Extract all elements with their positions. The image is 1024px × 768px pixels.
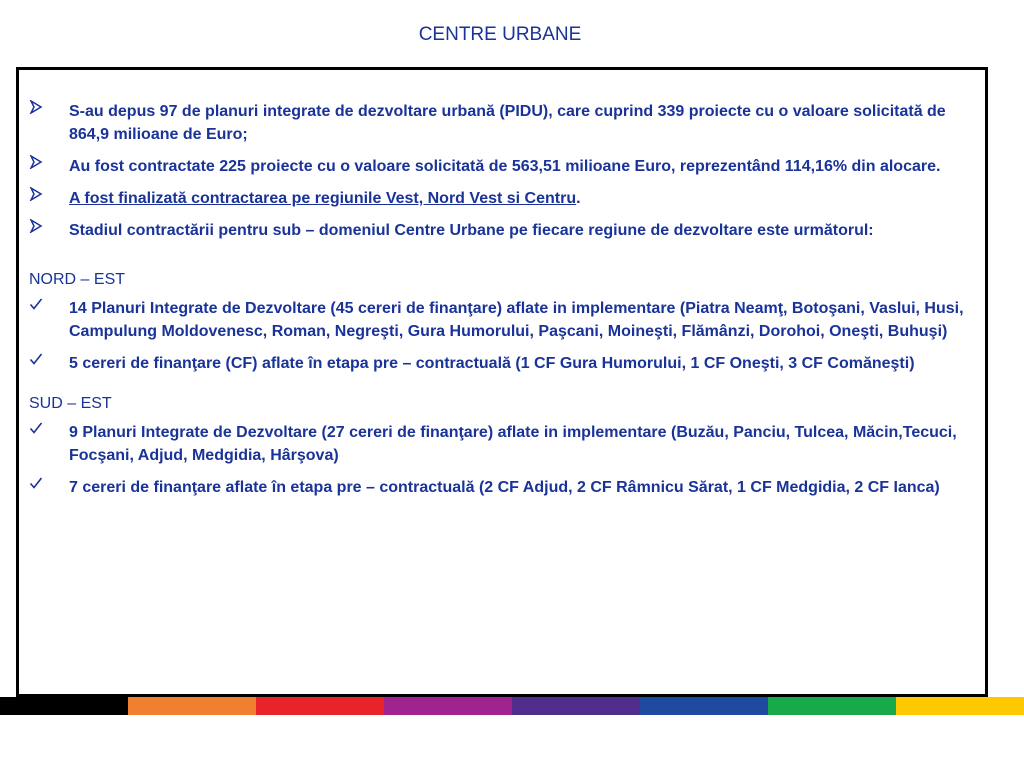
list-item [29, 187, 979, 210]
item-text: 7 cereri de finanţare aflate în etapa pre – contractuală (2 CF Adjud, 2 CF Râmnicu Sărat, 1 CF Medgidia, 2 CF Ianca) [69, 479, 940, 496]
list-item [29, 297, 979, 343]
bullet-text: S-au depus 97 de planuri integrate de dezvoltare urbană (PIDU), care cuprind 339 proiecte cu o valoare solicitată de 864,9 milioane de Euro; [69, 103, 946, 143]
list-item [29, 219, 979, 242]
page-title: CENTRE URBANE [418, 24, 582, 45]
checkmark-icon [29, 476, 49, 490]
stripe-segment [896, 697, 1024, 715]
list-item [29, 155, 979, 178]
finalized-regions-text: A fost finalizată contractarea pe regiunile Vest, Nord Vest si Centru [69, 190, 577, 207]
bullet-suffix: . [576, 190, 581, 207]
stripe-segment [768, 697, 896, 715]
section-heading-nord-est: NORD – EST [29, 271, 126, 288]
item-text: 9 Planuri Integrate de Dezvoltare (27 cereri de finanţare) aflate in implementare (Buzău, Panciu, Tulcea, Măcin,Tecuci, Focşani, Adjud, Medgidia, Hârşova) [69, 424, 957, 464]
list-item [29, 352, 979, 375]
stripe-segment [0, 697, 128, 715]
arrowhead-bullet-icon [29, 219, 49, 233]
stripe-segment [512, 697, 640, 715]
list-item [29, 421, 979, 467]
arrowhead-bullet-icon [29, 187, 49, 201]
stripe-segment [128, 697, 256, 715]
stripe-segment [256, 697, 384, 715]
color-stripe [0, 697, 1024, 715]
list-item [29, 100, 979, 146]
content-frame [16, 67, 988, 697]
arrowhead-bullet-icon [29, 100, 49, 114]
section-heading-sud-est: SUD – EST [29, 395, 112, 412]
list-item [29, 476, 979, 499]
checkmark-icon [29, 421, 49, 435]
bullet-text: Stadiul contractării pentru sub – domeniul Centre Urbane pe fiecare regiune de dezvoltare este următorul: [69, 222, 874, 239]
content-body [29, 100, 979, 508]
checkmark-icon [29, 352, 49, 366]
bullet-text: Au fost contractate 225 proiecte cu o valoare solicitată de 563,51 milioane Euro, reprezentând 114,16% din alocare. [69, 158, 941, 175]
checkmark-icon [29, 297, 49, 311]
stripe-segment [640, 697, 768, 715]
item-text: 14 Planuri Integrate de Dezvoltare (45 cereri de finanţare) aflate in implementare (Piatra Neamţ, Botoşani, Vaslui, Husi, Campulung Moldovenesc, Roman, Negreşti, Gura Humorului, Paşcani, Moineşti, Flămânzi, Dorohoi, Oneşti, Buhuşi) [69, 300, 964, 340]
stripe-segment [384, 697, 512, 715]
item-text: 5 cereri de finanţare (CF) aflate în etapa pre – contractuală (1 CF Gura Humorului, 1 CF Oneşti, 3 CF Comăneşti) [69, 355, 915, 372]
arrowhead-bullet-icon [29, 155, 49, 169]
